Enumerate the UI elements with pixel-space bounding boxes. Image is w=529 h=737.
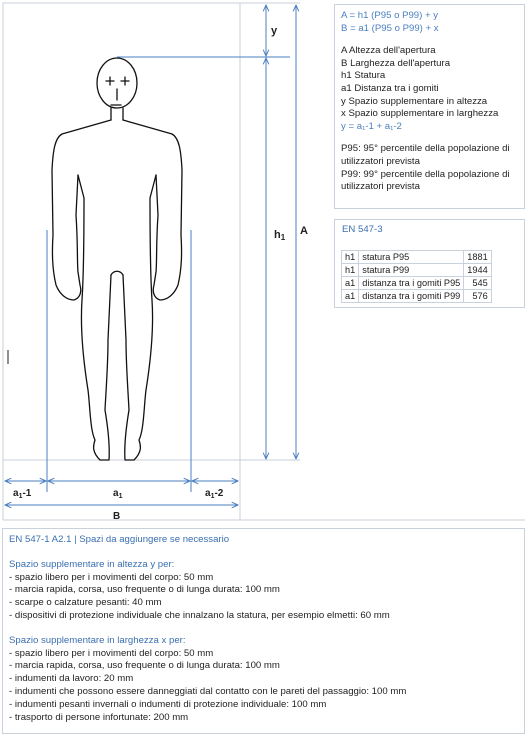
- a1-1-label: $a_1-1$: [13, 488, 32, 500]
- table-row: [342, 277, 492, 290]
- table-cell-value: 545: [464, 277, 491, 290]
- def-A: A Altezza dell'apertura: [341, 45, 436, 57]
- p95-line1: P95: 95° percentile della popolazione di: [341, 143, 510, 155]
- def-a1: a1 Distanza tra i gomiti: [341, 82, 439, 94]
- human-figure: [52, 58, 182, 460]
- def-h1: h1 Statura: [341, 70, 386, 82]
- table-cell-desc: statura P95: [359, 251, 464, 264]
- table-cell-desc: distanza tra i gomiti P99: [359, 290, 464, 303]
- table-cell-code: a1: [342, 290, 359, 303]
- en547-3-title: EN 547-3: [342, 224, 383, 235]
- list-item: - spazio libero per i movimenti del corpo: 50 mm: [9, 571, 214, 583]
- p99-line2: utilizzatori prevista: [341, 181, 420, 193]
- list-item: - indumenti pesanti invernali o indumenti di protezione individuale: 100 mm: [9, 698, 327, 710]
- en547-3-panel: [334, 219, 525, 308]
- table-row: [342, 264, 492, 277]
- A-label: A: [300, 225, 308, 237]
- formula-B: B = a1 (P95 o P99) + x: [341, 22, 439, 34]
- list-item: - scarpe o calzature pesanti: 40 mm: [9, 597, 162, 609]
- list-item: - indumenti da lavoro: 20 mm: [9, 673, 134, 685]
- def-B: B Larghezza dell'apertura: [341, 57, 451, 69]
- table-cell-desc: statura P99: [359, 264, 464, 277]
- h1-label: h1: [274, 229, 286, 242]
- B-label: B: [113, 511, 121, 522]
- list-item: - marcia rapida, corsa, uso frequente o di lunga durata: 100 mm: [9, 584, 280, 596]
- table-cell-desc: distanza tra i gomiti P95: [359, 277, 464, 290]
- a1-2-label: $a_1-2$: [205, 488, 224, 500]
- list-item: - marcia rapida, corsa, uso frequente o di lunga durata: 100 mm: [9, 660, 280, 672]
- p95-line2: utilizzatori prevista: [341, 155, 420, 167]
- opening-frame: [3, 3, 240, 460]
- width-title: Spazio supplementare in larghezza x per:: [9, 634, 186, 646]
- list-item: - dispositivi di protezione individuale che innalzano la statura, per esempio elmetti: 60 mm: [9, 609, 390, 621]
- table-cell-value: 576: [464, 290, 491, 303]
- formula-y: y = a₁-1 + a₁-2: [341, 120, 402, 132]
- en547-1-panel: [2, 528, 525, 734]
- a1-label: $a_1$: [113, 488, 123, 500]
- y-label: y: [271, 25, 278, 37]
- en547-3-table: [341, 250, 492, 303]
- table-cell-code: h1: [342, 264, 359, 277]
- table-cell-code: a1: [342, 277, 359, 290]
- table-cell-value: 1881: [464, 251, 491, 264]
- table-cell-code: h1: [342, 251, 359, 264]
- def-y: y Spazio supplementare in altezza: [341, 95, 488, 107]
- list-item: - indumenti che possono essere danneggiati dal contatto con le pareti del passaggio: 100 mm: [9, 685, 407, 697]
- list-item: - spazio libero per i movimenti del corpo: 50 mm: [9, 647, 214, 659]
- def-x: x Spazio supplementare in larghezza: [341, 108, 499, 120]
- formula-A: A = h1 (P95 o P99) + y: [341, 10, 439, 21]
- height-title: Spazio supplementare in altezza y per:: [9, 558, 175, 570]
- list-item: - trasporto di persone infortunate: 200 mm: [9, 711, 189, 723]
- en547-1-title: EN 547-1 A2.1 | Spazi da aggiungere se necessario: [9, 534, 230, 545]
- table-row: [342, 251, 492, 264]
- table-cell-value: 1944: [464, 264, 491, 277]
- p99-line1: P99: 99° percentile della popolazione di: [341, 168, 510, 180]
- legend-panel: [334, 4, 525, 209]
- table-row: [342, 290, 492, 303]
